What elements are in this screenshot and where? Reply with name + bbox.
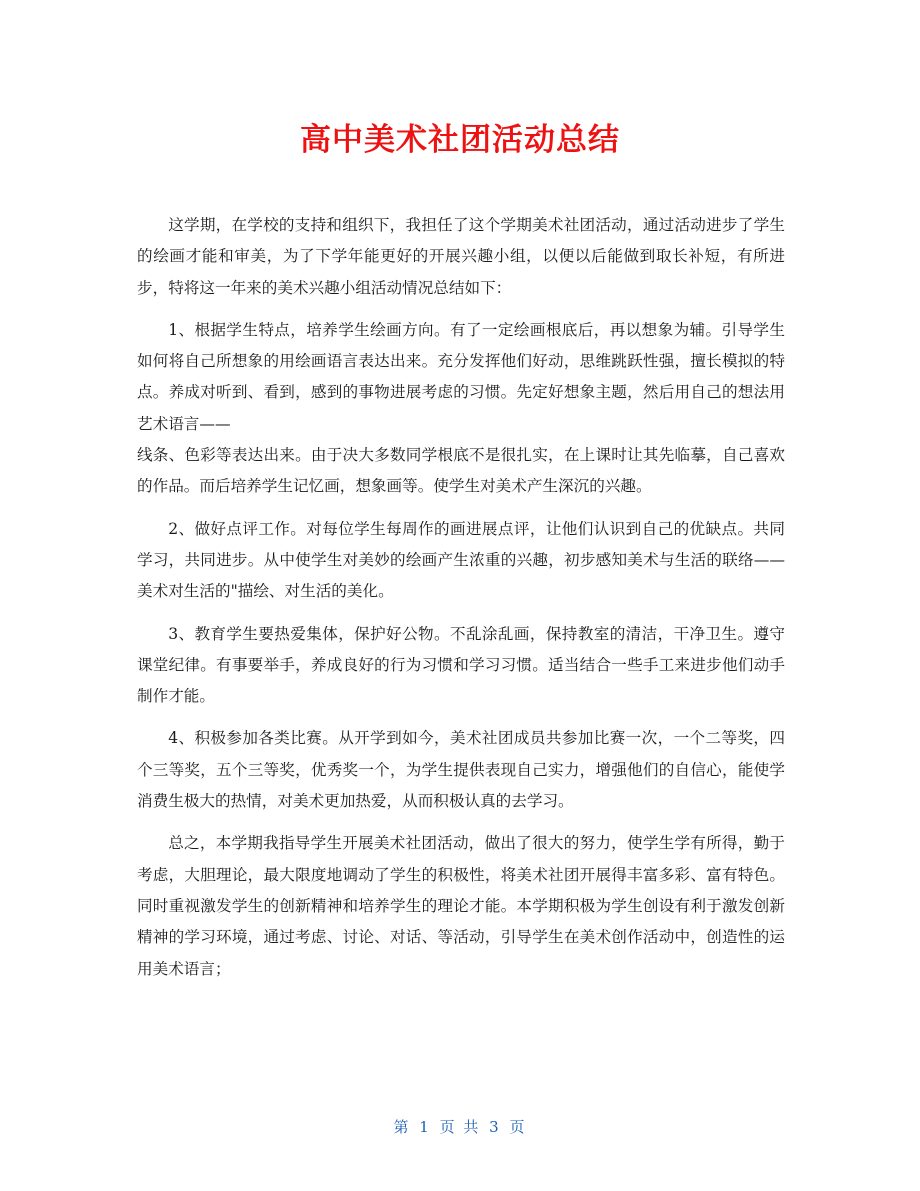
paragraph-point-3: 3、教育学生要热爱集体，保护好公物。不乱涂乱画，保持教室的清洁，干净卫生。遵守课堂纪律。有事要举手，养成良好的行为习惯和学习习惯。适当结合一些手工来进步他们动手制作才能。 (137, 624, 785, 706)
footer-page-number: 1 (419, 1118, 431, 1136)
paragraph-conclusion: 总之，本学期我指导学生开展美术社团活动，做出了很大的努力，使学生学有所得，勤于考虑，大胆理论，最大限度地调动了学生的积极性，将美术社团开展得丰富多彩、富有特色。同时重视激发学生的创新精神和培养学生的理论才能。本学期积极为学生创设有利于激发创新精神的学习环境，通过考虑、讨论、对话、等活动，引导学生在美术创作活动中，创造性的运用美术语言； (137, 834, 785, 978)
footer-label-mid: 页 共 (439, 1118, 481, 1136)
page-footer (0, 1116, 920, 1137)
paragraph-point-2: 2、做好点评工作。对每位学生每周作的画进展点评，让他们认识到自己的优缺点。共同学习，共同进步。从中使学生对美妙的绘画产生浓重的兴趣，初步感知美术与生活的联络——美术对生活的"描绘、对生活的美化。 (137, 519, 785, 601)
document-title: 高中美术社团活动总结 (300, 122, 620, 158)
footer-label-post: 页 (509, 1118, 527, 1136)
document-body (137, 210, 785, 996)
paragraph-point-1: 1、根据学生特点，培养学生绘画方向。有了一定绘画根底后，再以想象为辅。引导学生如何将自己所想象的用绘画语言表达出来。充分发挥他们好动，思维跳跃性强，擅长模拟的特点。养成对听到、看到，感到的事物进展考虑的习惯。先定好想象主题，然后用自己的想法用艺术语言—— (137, 320, 785, 433)
paragraph-point-1-continued: 线条、色彩等表达出来。由于决大多数同学根底不是很扎实，在上课时让其先临摹，自己喜欢的作品。而后培养学生记忆画，想象画等。使学生对美术产生深沉的兴趣。 (137, 446, 785, 496)
paragraph-intro: 这学期，在学校的支持和组织下，我担任了这个学期美术社团活动，通过活动进步了学生的绘画才能和审美，为了下学年能更好的开展兴趣小组，以便以后能做到取长补短，有所进步，特将这一年来的美术兴趣小组活动情况总结如下： (137, 216, 785, 297)
paragraph-point-4: 4、积极参加各类比赛。从开学到如今，美术社团成员共参加比赛一次，一个二等奖，四个三等奖，五个三等奖，优秀奖一个，为学生提供表现自己实力，增强他们的自信心，能使学消费生极大的热情，对美术更加热爱，从而积极认真的去学习。 (137, 729, 785, 811)
footer-label-pre: 第 (393, 1118, 411, 1136)
footer-total-pages: 3 (489, 1118, 501, 1136)
